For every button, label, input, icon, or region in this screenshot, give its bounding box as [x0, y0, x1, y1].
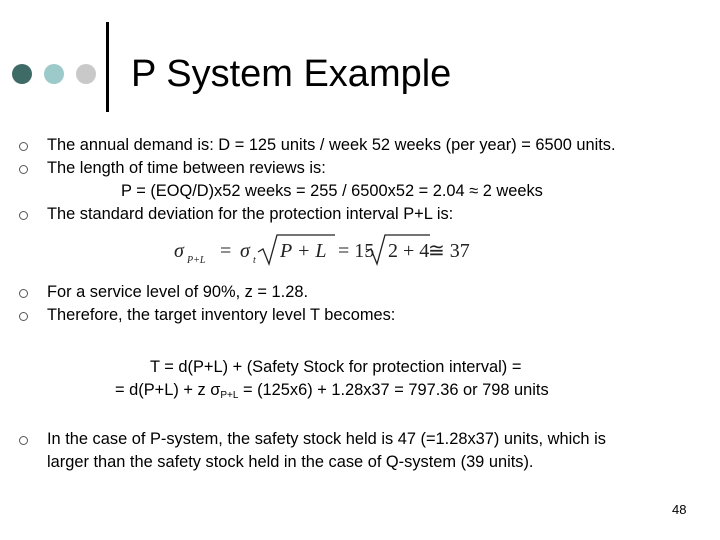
bullet-marker: [19, 289, 28, 298]
dot-grey: [76, 64, 96, 84]
radicand-two-plus-four: 2 + 4: [388, 240, 430, 262]
target-formula-line2: [115, 380, 549, 406]
sigma-t-subscript: t: [253, 255, 256, 266]
radicand-p-plus-l: P + L: [280, 240, 327, 262]
bullet-marker: [19, 436, 28, 445]
bullet-marker: [19, 211, 28, 220]
sigma-formula: [170, 230, 470, 272]
sigma-t-symbol: σ: [240, 240, 250, 262]
target-formula-part-a: = d(P+L) + z σ: [115, 381, 221, 399]
slide-title: P System Example: [131, 53, 452, 95]
bullet-target-inventory: Therefore, the target inventory level T becomes:: [47, 306, 396, 324]
bullet-marker: [19, 165, 28, 174]
target-formula-line1: T = d(P+L) + (Safety Stock for protection interval) =: [150, 358, 522, 376]
bullet-review-time: The length of time between reviews is:: [47, 159, 326, 177]
target-formula-part-b: = (125x6) + 1.28x37 = 797.36 or 798 units: [238, 381, 549, 399]
sigma-pl-symbol: σ: [174, 240, 184, 262]
bullet-marker: [19, 312, 28, 321]
bullet-service-level: For a service level of 90%, z = 1.28.: [47, 283, 309, 301]
bullet-std-deviation: The standard deviation for the protection interval P+L is:: [47, 205, 454, 223]
bullet-marker: [19, 142, 28, 151]
target-formula-subscript: P+L: [220, 390, 239, 401]
review-time-formula: P = (EOQ/D)x52 weeks = 255 / 6500x52 = 2.04 ≈ 2 weeks: [121, 182, 543, 200]
dot-dark: [12, 64, 32, 84]
bullet-annual-demand: The annual demand is: D = 125 units / week 52 weeks (per year) = 6500 units.: [47, 136, 616, 154]
title-divider: [106, 22, 109, 112]
equals-fifteen: = 15: [338, 240, 375, 262]
decorative-dots: [12, 64, 98, 86]
approx-thirty-seven: ≅ 37: [428, 240, 470, 262]
dot-teal: [44, 64, 64, 84]
equals-sign: =: [220, 240, 232, 262]
bullet-safety-stock-line2: larger than the safety stock held in the case of Q-system (39 units).: [47, 453, 534, 471]
bullet-safety-stock-line1: In the case of P-system, the safety stock held is 47 (=1.28x37) units, which is: [47, 430, 606, 448]
page-number: 48: [672, 502, 687, 517]
sigma-pl-subscript: P+L: [187, 255, 206, 266]
